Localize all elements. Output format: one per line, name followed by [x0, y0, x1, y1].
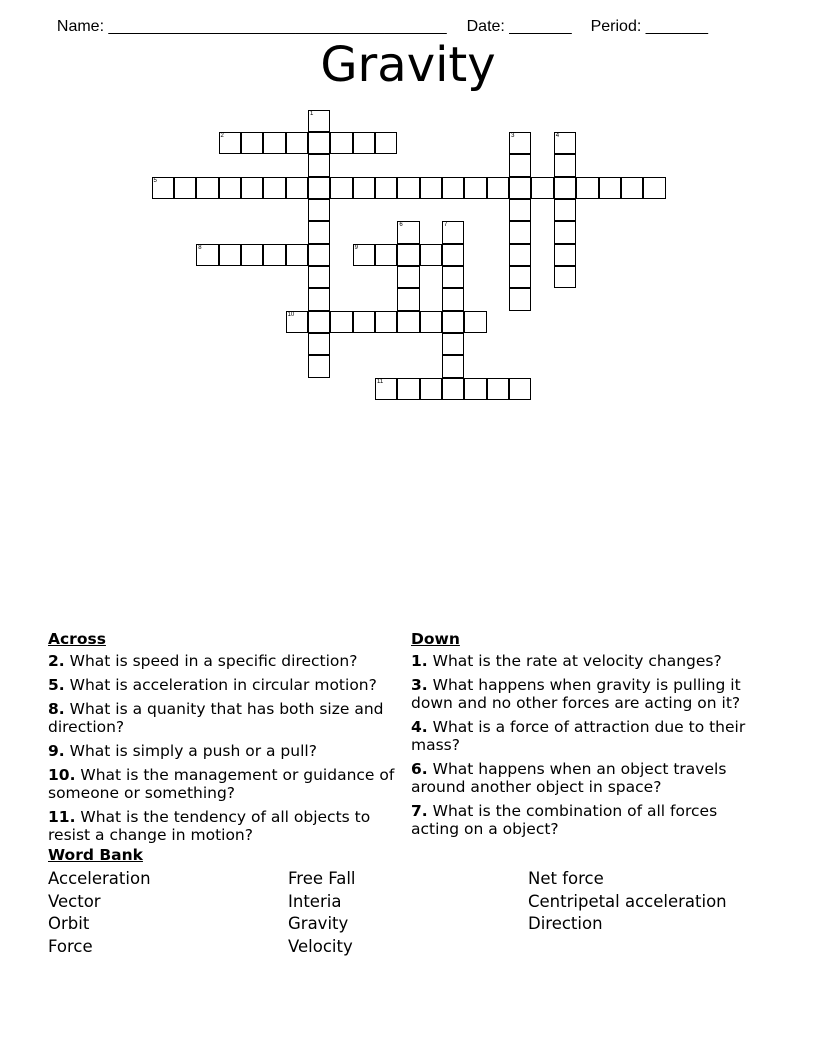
clue-number: 10	[287, 311, 295, 318]
period-field-label: Period: _______	[590, 18, 709, 35]
clue-number: 2	[220, 132, 224, 139]
down-clues	[411, 630, 761, 844]
crossword-cell[interactable]	[420, 378, 442, 400]
word-bank-column-1	[48, 868, 151, 959]
crossword-cell[interactable]	[554, 154, 576, 176]
clue-number-label: 9.	[48, 742, 65, 760]
across-clue	[48, 700, 398, 736]
clue-text: What happens when gravity is pulling it down and no other forces are acting on it?	[411, 676, 741, 712]
crossword-cell[interactable]	[263, 244, 285, 266]
clue-number-label: 5.	[48, 676, 65, 694]
crossword-cell[interactable]	[554, 244, 576, 266]
clue-text: What is a force of attraction due to their mass?	[411, 718, 746, 754]
clue-text: What is speed in a specific direction?	[64, 652, 358, 670]
crossword-cell[interactable]	[509, 378, 531, 400]
crossword-cell[interactable]	[397, 177, 419, 199]
crossword-cell[interactable]	[375, 132, 397, 154]
down-clue	[411, 652, 761, 670]
crossword-cell[interactable]	[219, 177, 241, 199]
clue-number: 1	[309, 110, 314, 117]
crossword-cell[interactable]	[420, 177, 442, 199]
crossword-cell[interactable]	[621, 177, 643, 199]
crossword-cell[interactable]	[509, 266, 531, 288]
crossword-cell[interactable]	[509, 288, 531, 310]
across-clue	[48, 676, 398, 694]
crossword-cell[interactable]	[375, 378, 397, 400]
crossword-cell[interactable]	[554, 221, 576, 243]
word-bank-item: Velocity	[288, 937, 353, 957]
down-clue	[411, 718, 761, 754]
crossword-cell[interactable]	[286, 132, 308, 154]
crossword-cell[interactable]	[397, 311, 419, 333]
clue-number-label: 11.	[48, 808, 76, 826]
crossword-cell[interactable]	[263, 132, 285, 154]
crossword-cell[interactable]	[308, 244, 330, 266]
across-clues	[48, 630, 398, 850]
crossword-cell[interactable]	[330, 311, 352, 333]
crossword-cell[interactable]	[509, 221, 531, 243]
crossword-cell[interactable]	[397, 221, 419, 243]
crossword-cell[interactable]	[509, 244, 531, 266]
across-clue	[48, 766, 398, 802]
word-bank-item: Acceleration	[48, 869, 151, 888]
crossword-cell[interactable]	[308, 110, 330, 132]
crossword-cell[interactable]	[375, 311, 397, 333]
word-bank-item: Interia	[288, 891, 342, 911]
crossword-cell[interactable]	[308, 333, 330, 355]
crossword-cell[interactable]	[509, 199, 531, 221]
word-bank-column-2	[288, 868, 356, 959]
clue-number: 6	[399, 222, 403, 229]
date-field-label: Date: _______	[466, 18, 572, 35]
clue-text: What is simply a push or a pull?	[64, 742, 317, 760]
crossword-cell[interactable]	[442, 333, 464, 355]
crossword-cell[interactable]	[330, 132, 352, 154]
crossword-cell[interactable]	[241, 244, 263, 266]
crossword-cell[interactable]	[464, 311, 486, 333]
crossword-cell[interactable]	[375, 177, 397, 199]
word-bank-item: Centripetal acceleration	[528, 891, 727, 911]
name-field-label: Name: ______________________________________	[56, 18, 447, 35]
across-clue	[48, 742, 398, 760]
crossword-cell[interactable]	[330, 177, 352, 199]
crossword-cell[interactable]	[308, 177, 330, 199]
clue-number-label: 8.	[48, 700, 65, 718]
crossword-cell[interactable]	[219, 132, 241, 154]
across-clue	[48, 808, 398, 844]
crossword-cell[interactable]	[442, 355, 464, 377]
crossword-cell[interactable]	[420, 311, 442, 333]
across-heading: Across	[48, 630, 106, 648]
crossword-cell[interactable]	[554, 177, 576, 199]
word-bank-item: Direction	[528, 914, 603, 934]
clue-number-label: 10.	[48, 766, 76, 784]
crossword-cell[interactable]	[442, 311, 464, 333]
clue-number-label: 6.	[411, 760, 428, 778]
down-heading: Down	[411, 630, 460, 648]
clue-number: 5	[153, 177, 157, 184]
crossword-cell[interactable]	[576, 177, 598, 199]
word-bank-item: Vector	[48, 891, 101, 911]
crossword-cell[interactable]	[397, 378, 419, 400]
clue-text: What is the combination of all forces acting on a object?	[411, 802, 718, 838]
down-clue	[411, 676, 761, 712]
crossword-cell[interactable]	[152, 177, 174, 199]
crossword-cell[interactable]	[420, 244, 442, 266]
across-clue	[48, 652, 398, 670]
crossword-cell[interactable]	[174, 177, 196, 199]
crossword-cell[interactable]	[219, 244, 241, 266]
crossword-cell[interactable]	[353, 177, 375, 199]
crossword-cell[interactable]	[397, 288, 419, 310]
crossword-cell[interactable]	[308, 311, 330, 333]
crossword-cell[interactable]	[554, 132, 576, 154]
clue-number: 9	[354, 244, 358, 251]
word-bank-title: Word Bank	[48, 846, 143, 864]
clue-number: 3	[511, 132, 515, 139]
crossword-cell[interactable]	[599, 177, 621, 199]
crossword-cell[interactable]	[308, 132, 330, 154]
crossword-cell[interactable]	[263, 177, 285, 199]
word-bank-item: Force	[48, 937, 93, 957]
crossword-cell[interactable]	[286, 177, 308, 199]
clue-number-label: 4.	[411, 718, 428, 736]
crossword-cell[interactable]	[308, 288, 330, 310]
crossword-cell[interactable]	[442, 266, 464, 288]
crossword-cell[interactable]	[286, 311, 308, 333]
word-bank-item: Free Fall	[288, 869, 356, 888]
clue-text: What is the rate at velocity changes?	[427, 652, 722, 670]
down-clue	[411, 802, 761, 838]
clue-number-label: 7.	[411, 802, 428, 820]
clue-number: 4	[555, 132, 560, 139]
crossword-cell[interactable]	[375, 244, 397, 266]
word-bank-item: Gravity	[288, 914, 349, 934]
crossword-cell[interactable]	[442, 221, 464, 243]
crossword-cell[interactable]	[554, 199, 576, 221]
crossword-cell[interactable]	[464, 378, 486, 400]
crossword-cell[interactable]	[442, 378, 464, 400]
word-bank-item: Orbit	[48, 914, 90, 934]
page-title: Gravity	[320, 37, 496, 93]
clue-number-label: 1.	[411, 652, 428, 670]
crossword-cell[interactable]	[531, 177, 553, 199]
clue-number: 7	[444, 222, 448, 229]
crossword-cell[interactable]	[442, 244, 464, 266]
crossword-cell[interactable]	[286, 244, 308, 266]
crossword-grid	[0, 0, 816, 420]
crossword-cell[interactable]	[308, 199, 330, 221]
crossword-cell[interactable]	[353, 244, 375, 266]
crossword-cell[interactable]	[353, 132, 375, 154]
clue-number-label: 3.	[411, 676, 428, 694]
word-bank-item: Net force	[528, 869, 604, 888]
crossword-cell[interactable]	[308, 355, 330, 377]
clue-text: What happens when an object travels around another object in space?	[411, 760, 727, 796]
clue-text: What is a quanity that has both size and direction?	[48, 700, 384, 736]
crossword-cell[interactable]	[397, 266, 419, 288]
crossword-cell[interactable]	[464, 177, 486, 199]
crossword-cell[interactable]	[353, 311, 375, 333]
clue-number-label: 2.	[48, 652, 65, 670]
crossword-cell[interactable]	[487, 177, 509, 199]
crossword-cell[interactable]	[241, 177, 263, 199]
word-bank-column-3	[528, 868, 727, 936]
crossword-cell[interactable]	[509, 177, 531, 199]
clue-text: What is acceleration in circular motion?	[64, 676, 377, 694]
crossword-cell[interactable]	[442, 288, 464, 310]
crossword-cell[interactable]	[308, 266, 330, 288]
crossword-cell[interactable]	[308, 154, 330, 176]
clue-number: 8	[198, 244, 202, 251]
crossword-cell[interactable]	[397, 244, 419, 266]
crossword-cell[interactable]	[196, 177, 218, 199]
crossword-cell[interactable]	[509, 154, 531, 176]
crossword-cell[interactable]	[196, 244, 218, 266]
crossword-cell[interactable]	[643, 177, 665, 199]
crossword-cell[interactable]	[308, 221, 330, 243]
clue-text: What is the tendency of all objects to resist a change in motion?	[48, 808, 371, 844]
clue-number: 11	[377, 378, 384, 385]
crossword-cell[interactable]	[241, 132, 263, 154]
down-clue	[411, 760, 761, 796]
crossword-cell[interactable]	[554, 266, 576, 288]
crossword-cell[interactable]	[442, 177, 464, 199]
crossword-cell[interactable]	[487, 378, 509, 400]
crossword-cell[interactable]	[509, 132, 531, 154]
clue-text: What is the management or guidance of someone or something?	[48, 766, 395, 802]
